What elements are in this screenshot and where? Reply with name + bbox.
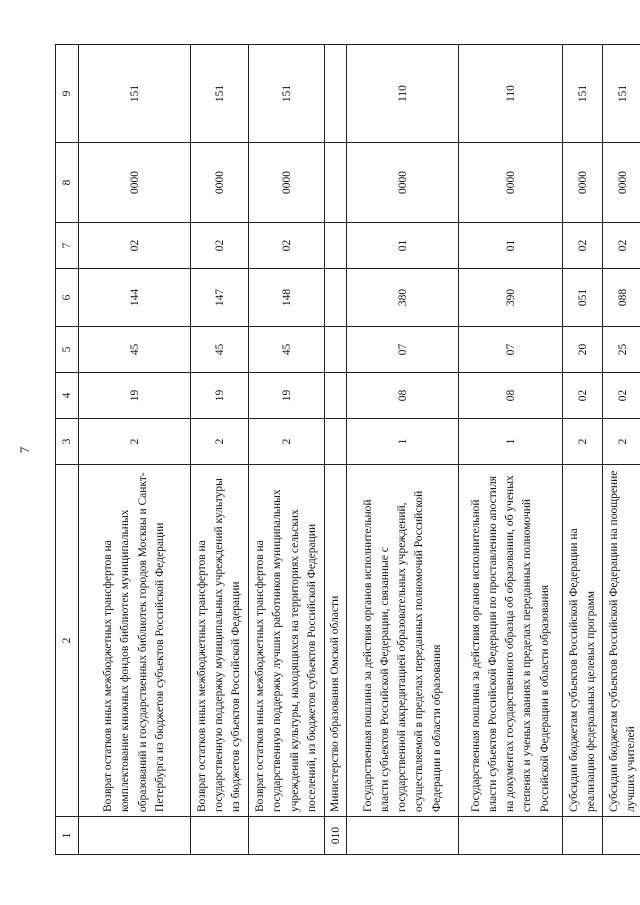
table-row bbox=[79, 45, 191, 855]
code-cell: 07 bbox=[347, 327, 459, 373]
code-cell: 1 bbox=[347, 419, 459, 465]
code-cell: 1 bbox=[459, 419, 563, 465]
code-cell: 19 bbox=[79, 373, 191, 419]
table-row bbox=[563, 45, 603, 855]
code-cell bbox=[325, 223, 347, 269]
column-header: 3 bbox=[56, 419, 79, 465]
code-cell: 151 bbox=[603, 45, 640, 143]
code-cell: 2 bbox=[191, 419, 249, 465]
admin-code-cell bbox=[79, 817, 191, 855]
income-name-cell: Возврат остатков иных межбюджетных трансфертов на государственную поддержку лучших работников муниципальных учреждений культуры, находящихся на территориях сельских поселений, из бюджетов субъектов Российской Федерации bbox=[249, 465, 325, 817]
code-cell: 0000 bbox=[603, 143, 640, 223]
code-cell: 0000 bbox=[79, 143, 191, 223]
code-cell bbox=[325, 373, 347, 419]
column-header: 5 bbox=[56, 327, 79, 373]
code-cell: 08 bbox=[347, 373, 459, 419]
column-header: 9 bbox=[56, 45, 79, 143]
code-cell: 01 bbox=[459, 223, 563, 269]
code-cell: 147 bbox=[191, 269, 249, 327]
income-name-cell: Государственная пошлина за действия органов исполнительной власти субъектов Российской Федерации по проставлению апостиля на документах государственного образца об образовании, об ученых степенях и ученых званиях в пределах переданных полномочий Российской Федерации в области образования bbox=[459, 465, 563, 817]
income-name-cell: Возврат остатков иных межбюджетных трансфертов на государственную поддержку муниципальных учреждений культуры из бюджетов субъектов Российской Федерации bbox=[191, 465, 249, 817]
code-cell: 0000 bbox=[191, 143, 249, 223]
page-number: 7 bbox=[17, 446, 32, 454]
table-row bbox=[249, 45, 325, 855]
code-cell: 02 bbox=[603, 223, 640, 269]
code-cell: 110 bbox=[459, 45, 563, 143]
code-cell: 02 bbox=[191, 223, 249, 269]
code-cell: 2 bbox=[563, 419, 603, 465]
code-cell: 0000 bbox=[563, 143, 603, 223]
code-cell bbox=[325, 143, 347, 223]
code-cell: 380 bbox=[347, 269, 459, 327]
admin-code-cell bbox=[563, 817, 603, 855]
code-cell: 02 bbox=[563, 223, 603, 269]
table-row bbox=[603, 45, 640, 855]
income-name-cell: Министерство образования Омской области bbox=[325, 465, 347, 817]
table-header-row bbox=[56, 45, 79, 855]
table-row bbox=[191, 45, 249, 855]
admin-code-cell bbox=[347, 817, 459, 855]
code-cell: 02 bbox=[249, 223, 325, 269]
code-cell: 01 bbox=[347, 223, 459, 269]
code-cell: 051 bbox=[563, 269, 603, 327]
column-header: 7 bbox=[56, 223, 79, 269]
code-cell: 0000 bbox=[249, 143, 325, 223]
code-cell: 45 bbox=[79, 327, 191, 373]
table-row bbox=[347, 45, 459, 855]
code-cell: 45 bbox=[249, 327, 325, 373]
code-cell: 0000 bbox=[347, 143, 459, 223]
income-name-cell: Возврат остатков иных межбюджетных трансфертов на комплектование книжных фондов библиотек муниципальных образований и государственных библиотек городов Москвы и Санкт-Петербурга из бюджетов субъектов Российской Федерации bbox=[79, 465, 191, 817]
code-cell: 148 bbox=[249, 269, 325, 327]
column-header: 8 bbox=[56, 143, 79, 223]
code-cell: 2 bbox=[603, 419, 640, 465]
code-cell: 151 bbox=[249, 45, 325, 143]
code-cell bbox=[325, 269, 347, 327]
admin-code-cell bbox=[603, 817, 640, 855]
admin-code-cell: 010 bbox=[325, 817, 347, 855]
admin-code-cell bbox=[191, 817, 249, 855]
code-cell bbox=[325, 419, 347, 465]
code-cell: 2 bbox=[249, 419, 325, 465]
code-cell: 25 bbox=[603, 327, 640, 373]
code-cell: 151 bbox=[191, 45, 249, 143]
code-cell bbox=[325, 45, 347, 143]
code-cell: 02 bbox=[603, 373, 640, 419]
admin-code-cell bbox=[459, 817, 563, 855]
code-cell: 19 bbox=[191, 373, 249, 419]
column-header: 6 bbox=[56, 269, 79, 327]
code-cell: 088 bbox=[603, 269, 640, 327]
table-row bbox=[459, 45, 563, 855]
budget-codes-table bbox=[55, 44, 640, 855]
code-cell: 151 bbox=[79, 45, 191, 143]
column-header: 4 bbox=[56, 373, 79, 419]
code-cell: 02 bbox=[79, 223, 191, 269]
rotated-page bbox=[17, 45, 637, 855]
income-name-cell: Субсидии бюджетам субъектов Российской Федерации на поощрение лучших учителей bbox=[603, 465, 640, 817]
column-header: 2 bbox=[56, 465, 79, 817]
admin-code-cell bbox=[249, 817, 325, 855]
code-cell: 144 bbox=[79, 269, 191, 327]
column-header: 1 bbox=[56, 817, 79, 855]
code-cell: 08 bbox=[459, 373, 563, 419]
code-cell: 20 bbox=[563, 327, 603, 373]
code-cell: 110 bbox=[347, 45, 459, 143]
code-cell: 45 bbox=[191, 327, 249, 373]
code-cell: 151 bbox=[563, 45, 603, 143]
income-name-cell: Государственная пошлина за действия органов исполнительной власти субъектов Российской Федерации, связанные с государственной аккредитацией образовательных учреждений, осуществляемой в пределах переданных полномочий Российской Федерации в области образования bbox=[347, 465, 459, 817]
code-cell: 0000 bbox=[459, 143, 563, 223]
code-cell: 07 bbox=[459, 327, 563, 373]
code-cell: 19 bbox=[249, 373, 325, 419]
income-name-cell: Субсидии бюджетам субъектов Российской Федерации на реализацию федеральных целевых программ bbox=[563, 465, 603, 817]
code-cell: 2 bbox=[79, 419, 191, 465]
code-cell bbox=[325, 327, 347, 373]
table-row bbox=[325, 45, 347, 855]
code-cell: 02 bbox=[563, 373, 603, 419]
code-cell: 390 bbox=[459, 269, 563, 327]
